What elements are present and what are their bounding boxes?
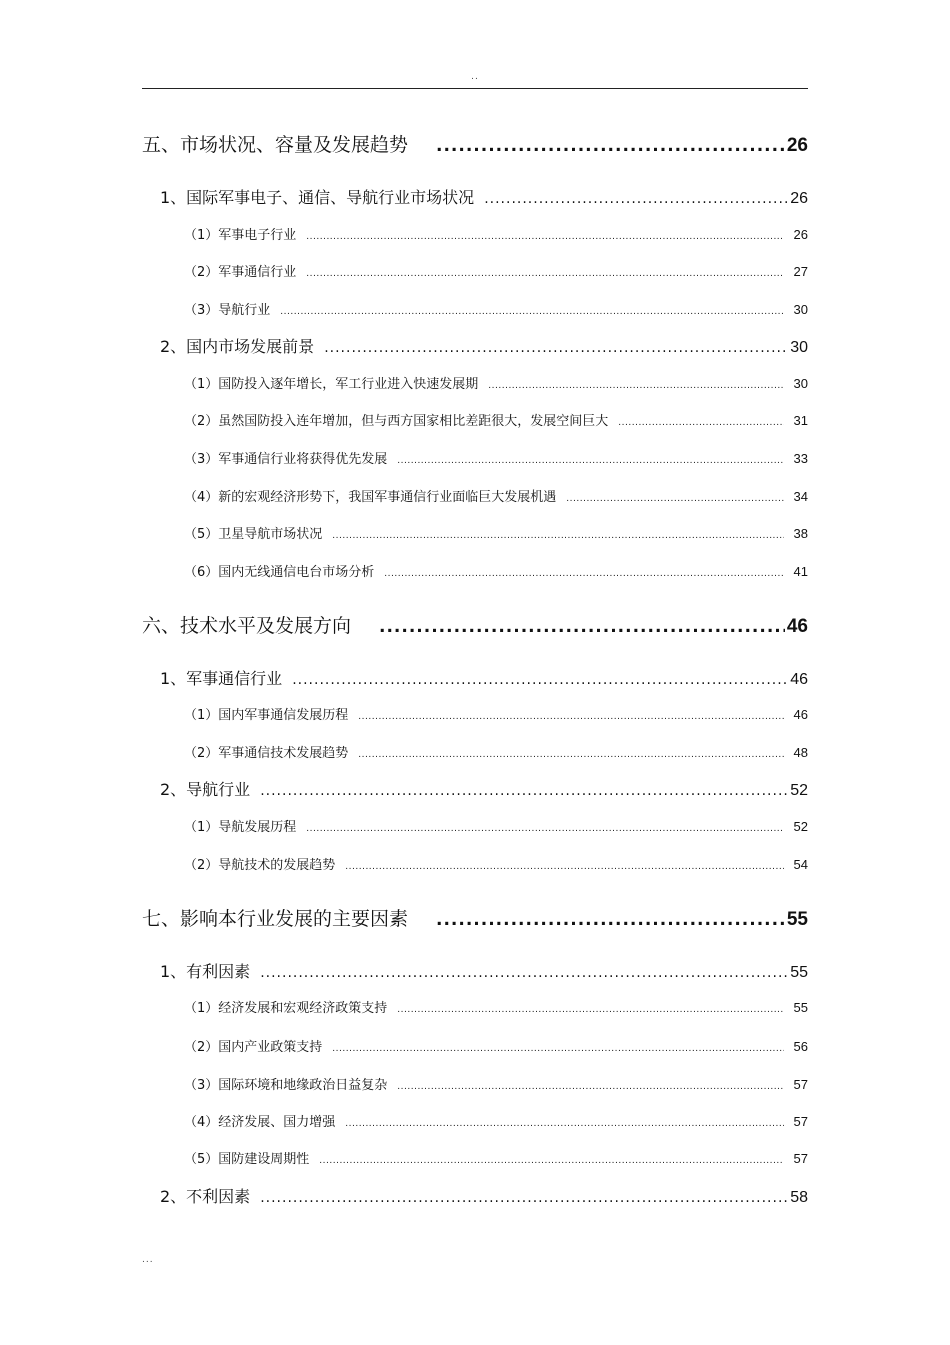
toc-label: （3）军事通信行业将获得优先发展 [184, 452, 388, 467]
toc-page-number: 57 [793, 1077, 808, 1092]
toc-page-number: 46 [790, 671, 808, 688]
toc-label: 1、国际军事电子、通信、导航行业市场状况 [160, 188, 475, 207]
toc-label: （6）国内无线通信电台市场分析 [184, 565, 375, 580]
toc-page-number: 26 [790, 190, 808, 207]
toc-subsection[interactable] [184, 224, 808, 243]
toc-label: 1、军事通信行业 [160, 669, 283, 688]
toc-leader [484, 191, 788, 207]
toc-label: （2）虽然国防投入连年增加，但与西方国家相比差距很大，发展空间巨大 [184, 414, 609, 429]
toc-page-number: 30 [793, 376, 808, 391]
toc-leader [397, 1005, 783, 1015]
toc-label: （2）国内产业政策支持 [184, 1040, 323, 1055]
toc-subsection[interactable] [184, 1148, 808, 1167]
toc-chapter-7[interactable] [142, 904, 808, 931]
toc-page-number: 27 [793, 264, 808, 279]
toc-subsection[interactable] [184, 486, 808, 505]
toc-chapter-5[interactable] [142, 130, 808, 157]
toc-label: （1）国内军事通信发展历程 [184, 708, 349, 723]
toc-page-number: 55 [786, 909, 808, 930]
toc-subsection[interactable] [184, 1036, 808, 1055]
toc-page-number: 48 [793, 745, 808, 760]
toc-leader [397, 1082, 783, 1092]
toc-label: 五、市场状况、容量及发展趋势 [142, 134, 409, 156]
header-mark: .. [471, 72, 479, 82]
toc-page-number: 33 [793, 451, 808, 466]
toc-leader [332, 531, 783, 541]
toc-leader [292, 672, 788, 688]
toc-page-number: 30 [790, 339, 808, 356]
toc-label: （2）军事通信行业 [184, 265, 297, 280]
toc-page-number: 54 [793, 857, 808, 872]
toc-label: 2、导航行业 [160, 780, 251, 799]
toc-label: （3）国际环境和地缘政治日益复杂 [184, 1078, 388, 1093]
toc-leader [397, 456, 783, 466]
toc-leader [345, 1119, 783, 1129]
toc-page-number: 55 [790, 964, 808, 981]
toc-leader [358, 750, 783, 760]
toc-label: （1）国防投入逐年增长，军工行业进入快速发展期 [184, 377, 479, 392]
toc-leader [436, 136, 785, 156]
toc-leader [436, 910, 785, 930]
toc-leader [618, 418, 783, 428]
toc-subsection[interactable] [184, 448, 808, 467]
toc-label: （1）导航发展历程 [184, 820, 297, 835]
toc-subsection[interactable] [184, 997, 808, 1016]
toc-page-number: 26 [793, 227, 808, 242]
toc-chapter-6[interactable] [142, 611, 808, 638]
toc-leader [260, 965, 788, 981]
toc-subsection[interactable] [184, 816, 808, 835]
toc-leader [306, 269, 783, 279]
toc-section-5-2[interactable] [160, 334, 808, 357]
toc-leader [345, 862, 783, 872]
toc-leader [260, 1190, 788, 1206]
toc-page-number: 34 [793, 489, 808, 504]
toc-label: 七、影响本行业发展的主要因素 [142, 908, 409, 930]
toc-subsection[interactable] [184, 1074, 808, 1093]
toc-page-number: 58 [790, 1189, 808, 1206]
toc-leader [488, 381, 783, 391]
header-rule [142, 88, 808, 89]
toc-label: 1、有利因素 [160, 962, 251, 981]
toc-label: （4）新的宏观经济形势下，我国军事通信行业面临巨大发展机遇 [184, 490, 557, 505]
toc-subsection[interactable] [184, 410, 808, 429]
toc-label: （2）导航技术的发展趋势 [184, 858, 336, 873]
toc-label: （1）军事电子行业 [184, 228, 297, 243]
toc-leader [384, 569, 783, 579]
toc-page-number: 52 [790, 782, 808, 799]
toc-subsection[interactable] [184, 561, 808, 580]
toc-leader [306, 824, 783, 834]
toc-section-7-2[interactable] [160, 1184, 808, 1207]
toc-subsection[interactable] [184, 742, 808, 761]
toc-page-number: 46 [786, 616, 808, 637]
toc-leader [324, 340, 788, 356]
toc-section-5-1[interactable] [160, 185, 808, 208]
toc-label: 六、技术水平及发展方向 [142, 615, 352, 637]
toc-page-number: 41 [793, 564, 808, 579]
toc-label: （1）经济发展和宏观经济政策支持 [184, 1001, 388, 1016]
toc-page-number: 57 [793, 1151, 808, 1166]
toc-label: 2、国内市场发展前景 [160, 337, 315, 356]
toc-subsection[interactable] [184, 373, 808, 392]
toc-section-6-2[interactable] [160, 777, 808, 800]
toc-leader [379, 617, 785, 637]
toc-page-number: 55 [793, 1000, 808, 1015]
footer-mark: ... [142, 1255, 154, 1265]
toc-subsection[interactable] [184, 1111, 808, 1130]
toc-section-7-1[interactable] [160, 959, 808, 982]
toc-subsection[interactable] [184, 261, 808, 280]
toc-page-number: 30 [793, 302, 808, 317]
toc-leader [566, 494, 783, 504]
toc-label: （4）经济发展、国力增强 [184, 1115, 336, 1130]
toc-subsection[interactable] [184, 299, 808, 318]
toc-leader [332, 1044, 783, 1054]
toc-page-number: 52 [793, 819, 808, 834]
toc-leader [260, 783, 788, 799]
toc-page-number: 56 [793, 1039, 808, 1054]
toc-leader [319, 1156, 783, 1166]
toc-page-number: 31 [793, 413, 808, 428]
toc-page-number: 38 [793, 526, 808, 541]
toc-label: （3）导航行业 [184, 303, 271, 318]
toc-page-number: 46 [793, 707, 808, 722]
toc-label: 2、不利因素 [160, 1187, 251, 1206]
toc-subsection[interactable] [184, 854, 808, 873]
toc-leader [358, 712, 783, 722]
toc-subsection[interactable] [184, 704, 808, 723]
toc-leader [280, 307, 783, 317]
toc-label: （5）卫星导航市场状况 [184, 527, 323, 542]
toc-leader [306, 232, 783, 242]
toc-label: （5）国防建设周期性 [184, 1152, 310, 1167]
toc-subsection[interactable] [184, 523, 808, 542]
toc-page-number: 57 [793, 1114, 808, 1129]
toc-section-6-1[interactable] [160, 666, 808, 689]
toc-page-number: 26 [786, 135, 808, 156]
toc-label: （2）军事通信技术发展趋势 [184, 746, 349, 761]
